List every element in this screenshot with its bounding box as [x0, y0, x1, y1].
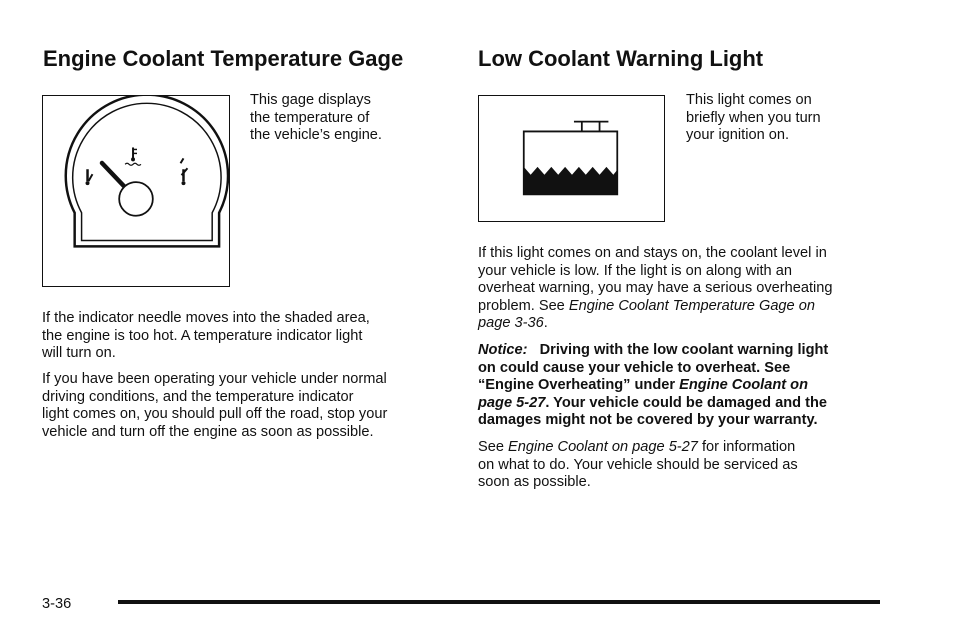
gage-caption-line: the temperature of — [250, 109, 370, 126]
light-caption-line: This light comes on — [686, 92, 812, 108]
temperature-gage-figure — [42, 95, 230, 287]
paragraph-line — [478, 439, 798, 457]
heading-engine-coolant-temperature-gage: Engine Coolant Temperature Gage — [43, 46, 404, 71]
coolant-level-fill — [524, 167, 618, 195]
paragraph-line: on could cause your vehicle to overheat. See — [478, 359, 791, 376]
gage-tick-mid — [181, 158, 184, 163]
light-stays-on-paragraph — [478, 245, 833, 333]
notice-paragraph — [478, 342, 828, 430]
coolant-thermometer-symbol — [125, 147, 141, 165]
footer-rule — [118, 600, 880, 604]
temperature-gage-icon — [43, 96, 229, 286]
paragraph-line — [478, 315, 833, 333]
paragraph-line: If this light comes on and stays on, the coolant level in — [478, 245, 827, 261]
cross-reference-link[interactable]: page 5-27 — [478, 394, 546, 411]
low-coolant-light-figure — [478, 95, 665, 222]
gage-caption — [250, 92, 382, 145]
paragraph-line: the engine is too hot. A temperature indicator light — [42, 327, 363, 344]
coolant-reservoir-icon — [479, 96, 664, 221]
gage-caption-line: the vehicle’s engine. — [250, 127, 382, 144]
paragraph-line: overheat warning, you may have a serious overheating — [478, 280, 833, 297]
paragraph-line: will turn on. — [42, 345, 116, 362]
paragraph-line — [478, 377, 828, 395]
paragraph-text: See — [478, 439, 509, 455]
paragraph-text: . — [543, 315, 548, 332]
paragraph-line — [478, 298, 833, 316]
paragraph-line: vehicle and turn off the engine as soon as possible. — [42, 423, 374, 440]
needle-shaded-area-paragraph — [42, 310, 370, 363]
heading-low-coolant-warning-light: Low Coolant Warning Light — [478, 46, 764, 71]
cross-reference-link[interactable]: Engine Coolant on page 5-27 — [508, 439, 698, 455]
gage-center-hub — [119, 182, 153, 216]
paragraph-text: problem. See — [478, 297, 569, 314]
cross-reference-link[interactable]: Engine Coolant on — [679, 377, 809, 394]
paragraph-line: your vehicle is low. If the light is on along with an — [478, 262, 792, 279]
light-caption-line: briefly when you turn — [686, 109, 821, 126]
paragraph-line: If the indicator needle moves into the shaded area, — [42, 310, 370, 326]
paragraph-text: “Engine Overheating” under — [478, 377, 680, 394]
light-caption — [686, 92, 821, 145]
page-number: 3-36 — [42, 596, 72, 612]
notice-label: Notice: — [478, 342, 528, 358]
gage-tick-cold — [89, 174, 93, 181]
paragraph-text: Driving with the low coolant warning light — [539, 342, 829, 358]
paragraph-line: If you have been operating your vehicle under normal — [42, 371, 387, 387]
paragraph-line: damages might not be covered by your warranty. — [478, 412, 818, 429]
paragraph-text: . Your vehicle could be damaged and the — [545, 394, 827, 411]
paragraph-line — [478, 342, 828, 360]
paragraph-line: driving conditions, and the temperature indicator — [42, 388, 354, 405]
paragraph-line: soon as possible. — [478, 474, 591, 491]
paragraph-text: for information — [697, 439, 796, 455]
cross-reference-link[interactable]: page 3-36 — [478, 315, 544, 332]
cross-reference-link[interactable]: Engine Coolant Temperature Gage on — [568, 297, 815, 314]
paragraph-line: on what to do. Your vehicle should be serviced as — [478, 456, 798, 473]
gage-caption-line: This gage displays — [250, 92, 371, 108]
service-paragraph — [478, 439, 798, 492]
paragraph-line — [478, 395, 828, 413]
cold-marker — [86, 169, 90, 185]
light-caption-line: your ignition on. — [686, 127, 790, 144]
paragraph-line: light comes on, you should pull off the road, stop your — [42, 406, 388, 423]
normal-conditions-paragraph — [42, 371, 387, 441]
